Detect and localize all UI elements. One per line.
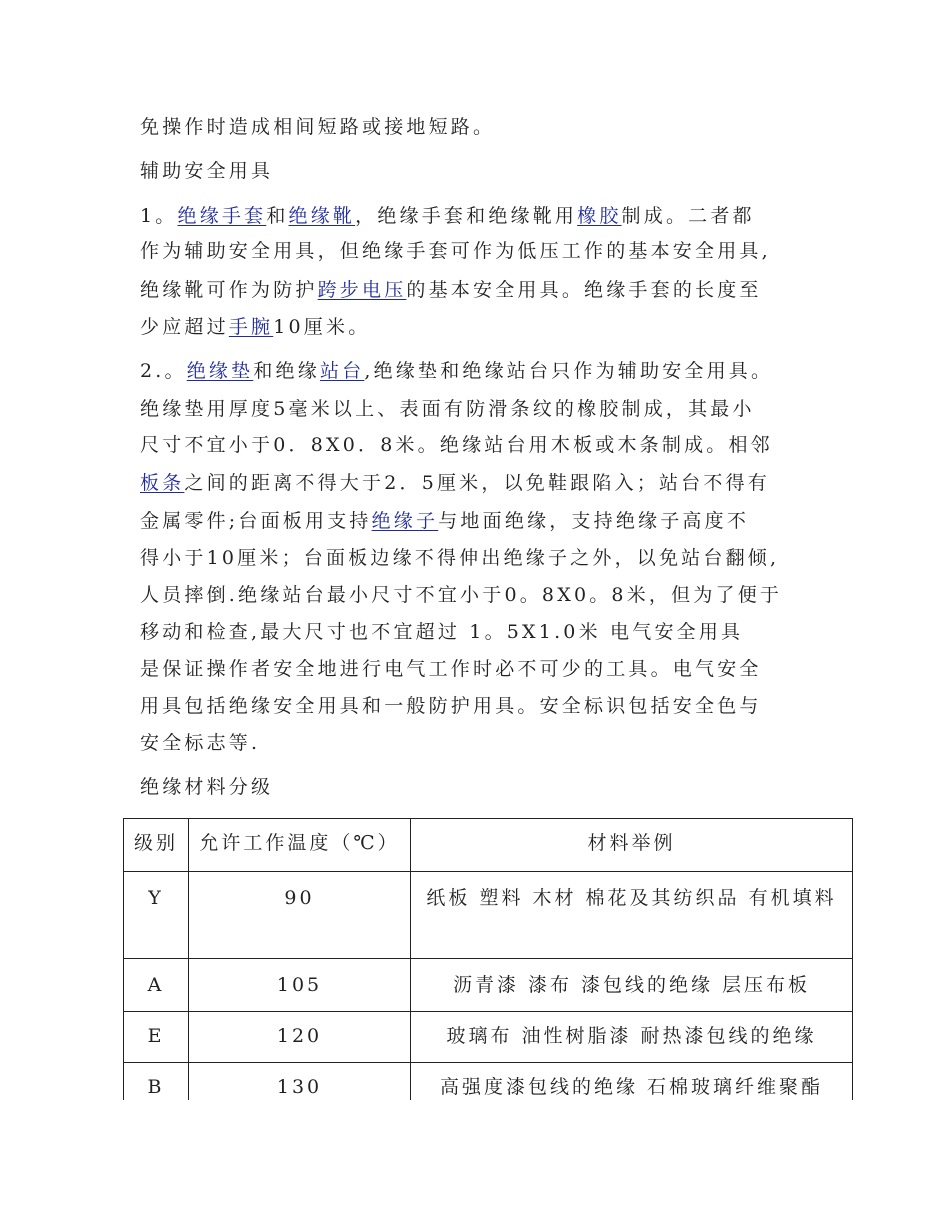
table-row [124,1012,853,1063]
link-rubber[interactable]: 橡胶 [577,205,622,227]
cell-temperature: 90 [189,872,411,959]
paragraph-line [140,508,749,534]
text: 安全标志等. [140,732,261,754]
paragraph-line [140,358,773,384]
cell-materials: 高强度漆包线的绝缘 石棉玻璃纤维聚酯 [411,1063,853,1106]
table-row [124,959,853,1012]
cell-grade: A [124,959,189,1012]
cell-temperature: 130 [189,1063,411,1106]
paragraph-line [140,396,755,422]
cell-materials: 玻璃布 油性树脂漆 耐热漆包线的绝缘 [411,1012,853,1063]
section-heading-insulation: 绝缘材料分级 [140,776,274,798]
table-header-row [124,819,853,872]
paragraph-line [140,203,755,229]
link-wrist[interactable]: 手腕 [228,316,274,338]
text: 制成。二者都 [621,205,755,227]
paragraph-line [140,619,743,645]
text: 绝缘垫用厚度5毫米以上、表面有防滑条纹的橡胶制成，其最小 [140,398,755,420]
paragraph-line [140,693,762,719]
text: 绝缘靴可作为防护 [140,279,318,301]
cell-materials: 沥青漆 漆布 漆包线的绝缘 层压布板 [411,959,853,1012]
text: 得小于10厘米；台面板边缘不得伸出绝缘子之外，以免站台翻倾, [140,547,780,569]
text: 免操作时造成相间短路或接地短路。 [140,116,496,138]
paragraph-line [140,470,770,496]
paragraph-line [140,314,370,340]
header-temperature: 允许工作温度（℃） [189,819,411,872]
text: 金属零件;台面板用支持 [140,510,372,532]
text: 的基本安全用具。绝缘手套的长度至 [406,279,762,301]
paragraph-line [140,432,773,458]
link-insulating-boots[interactable]: 绝缘靴 [288,205,356,227]
paragraph-line [140,545,779,571]
text: 10厘米。 [273,316,371,338]
cell-temperature: 120 [189,1012,411,1063]
paragraph-line [140,277,762,303]
cell-grade: B [124,1063,189,1106]
link-step-voltage[interactable]: 跨步电压 [317,279,407,301]
text: 用具包括绝缘安全用具和一般防护用具。安全标识包括安全色与 [140,695,762,717]
header-grade: 级别 [124,819,189,872]
page-bottom-margin [0,1100,950,1230]
insulation-class-table [123,818,853,1106]
text: 人员摔倒.绝缘站台最小尺寸不宜小于0。8X0。8米，但为了便于 [140,584,783,606]
cell-grade: E [124,1012,189,1063]
link-insulating-gloves[interactable]: 绝缘手套 [177,205,267,227]
link-insulating-mat[interactable]: 绝缘垫 [186,360,254,382]
header-materials: 材料举例 [411,819,853,872]
item-number: 1。 [140,205,178,227]
paragraph-line [140,730,260,756]
paragraph-line [140,238,771,264]
text: 尺寸不宜小于0．8X0．8米。绝缘站台用木板或木条制成。相邻 [140,434,773,456]
text: 少应超过 [140,316,229,338]
text: ,绝缘垫和绝缘站台只作为辅助安全用具。 [364,360,774,382]
table-row [124,872,853,959]
text: 是保证操作者安全地进行电气工作时必不可少的工具。电气安全 [140,658,762,680]
link-platform[interactable]: 站台 [319,360,365,382]
paragraph-line [140,656,762,682]
text: 和 [266,205,289,227]
text: 和绝缘 [253,360,320,382]
text: 与地面绝缘，支持绝缘子高度不 [438,510,750,532]
link-insulator[interactable]: 绝缘子 [371,510,439,532]
cell-materials: 纸板 塑料 木材 棉花及其纺织品 有机填料 [411,872,853,959]
link-slats[interactable]: 板条 [140,472,185,494]
text: 作为辅助安全用具，但绝缘手套可作为低压工作的基本安全用具, [140,240,771,262]
item-number: 2.。 [140,360,187,382]
paragraph-line [140,582,782,608]
section-heading-auxiliary: 辅助安全用具 [140,160,274,182]
text: ，绝缘手套和绝缘靴用 [355,205,578,227]
paragraph-line [140,114,495,140]
cell-grade: Y [124,872,189,959]
text: 之间的距离不得大于2．5厘米，以免鞋跟陷入；站台不得有 [184,472,770,494]
cell-temperature: 105 [189,959,411,1012]
text: 移动和检查,最大尺寸也不宜超过 1。5X1.0米 电气安全用具 [140,621,744,643]
